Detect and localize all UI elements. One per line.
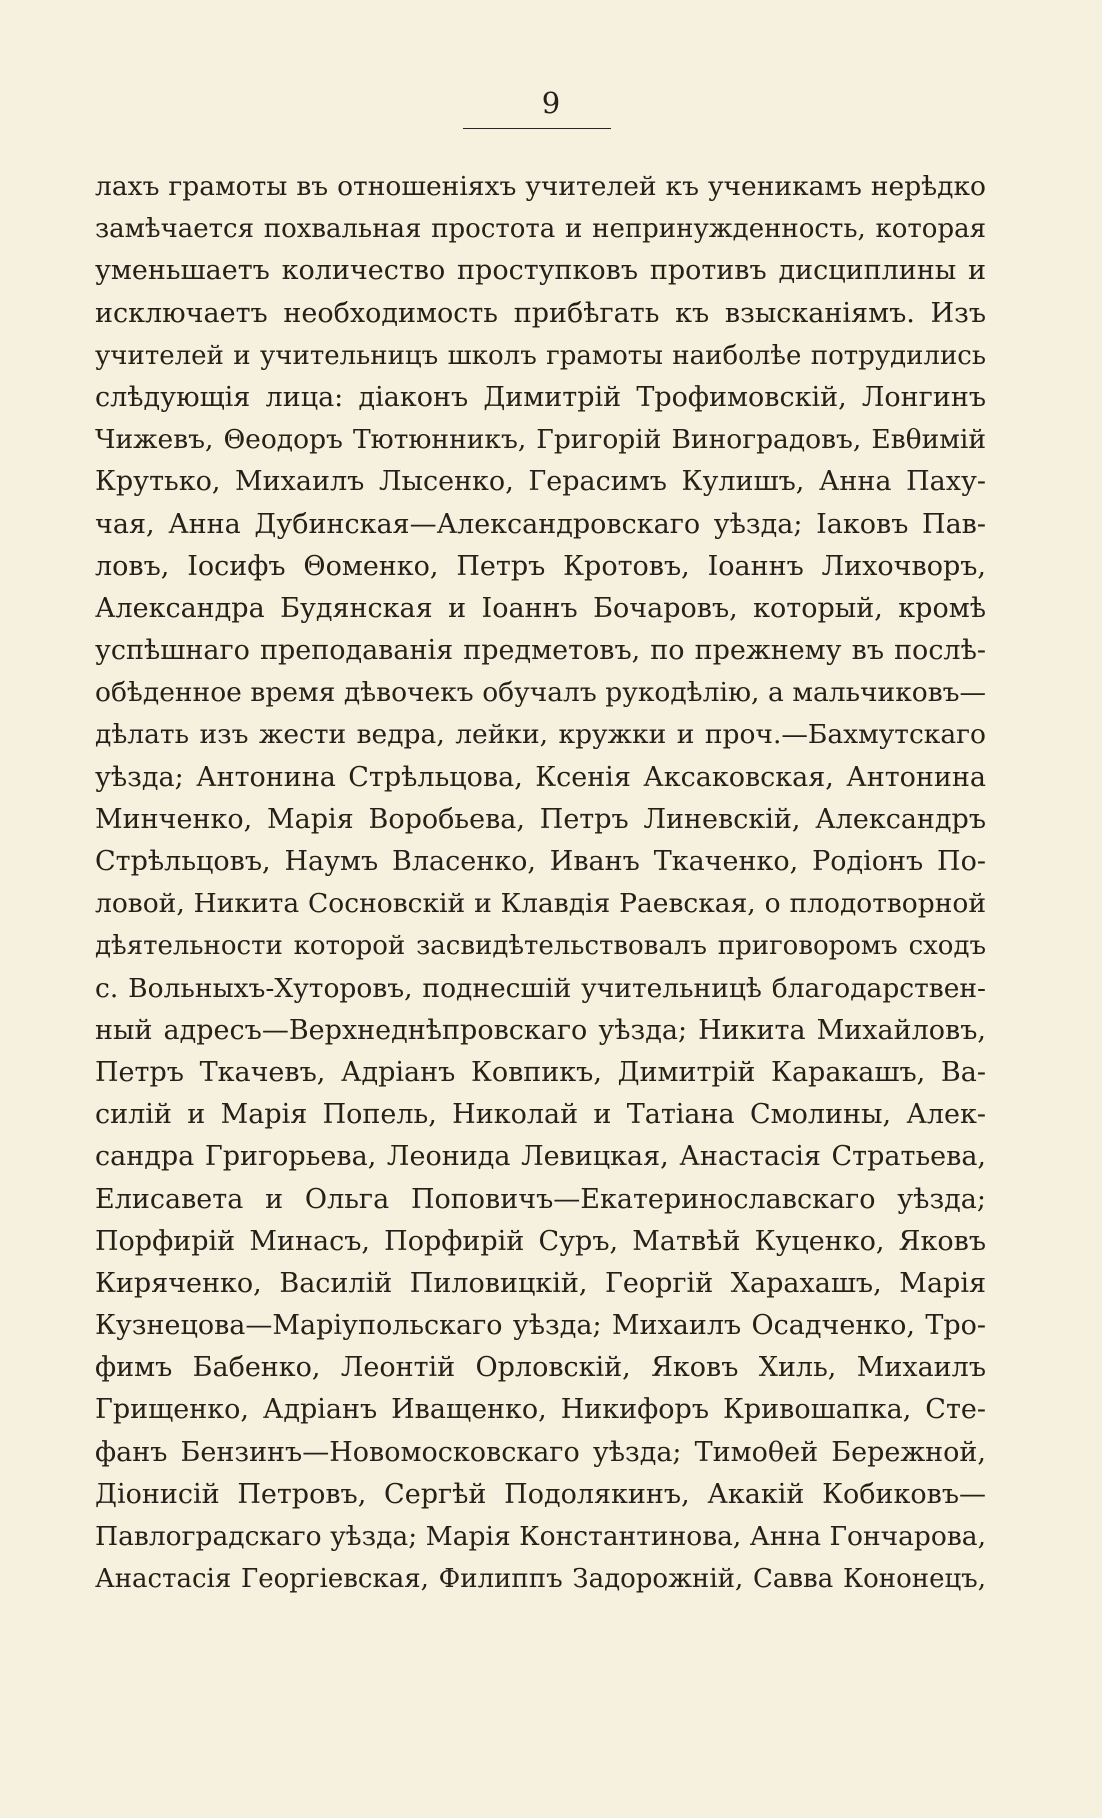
text-line: Киряченко, Василій Пиловицкій, Георгій Харахашъ, Марія [95, 1267, 986, 1299]
text-line: Грищенко, Адріанъ Иващенко, Никифоръ Кривошапка, Сте- [95, 1394, 986, 1426]
text-line: Павлоградскаго уѣзда; Марія Константинова, Анна Гончарова, [95, 1521, 986, 1552]
text-line: Александра Будянская и Іоаннъ Бочаровъ, который, кромѣ [95, 592, 986, 624]
text-line: Минченко, Марія Воробьева, Петръ Линевскій, Александръ [95, 803, 986, 835]
text-line: учителей и учительницъ школъ грамоты наиболѣе потрудились [95, 340, 986, 371]
text-line: фимъ Бабенко, Леонтій Орловскій, Яковъ Хиль, Михаилъ [95, 1352, 986, 1384]
text-line: уменьшаетъ количество проступковъ противъ дисциплины и [95, 255, 986, 287]
text-line: с. Вольныхъ-Хуторовъ, поднесшій учительницѣ благодарствен- [95, 972, 986, 1004]
text-line: замѣчается похвальная простота и непринужденность, которая [95, 214, 986, 245]
text-line: Петръ Ткачевъ, Адріанъ Ковпикъ, Димитрій Каракашъ, Ва- [95, 1056, 986, 1088]
text-line: Чижевъ, Θеодоръ Тютюнникъ, Григорій Виноградовъ, Евθимій [95, 424, 986, 456]
text-line: Кузнецова—Маріупольскаго уѣзда; Михаилъ Осадченко, Тро- [95, 1310, 986, 1342]
text-line: Порфирій Минасъ, Порфирій Суръ, Матвѣй Куценко, Яковъ [95, 1225, 986, 1257]
text-line: обѣденное время дѣвочекъ обучалъ рукодѣлію, а мальчиковъ— [95, 677, 986, 709]
text-line: дѣятельности которой засвидѣтельствовалъ приговоромъ сходъ [95, 931, 986, 962]
text-line: Елисавета и Ольга Поповичъ—Екатеринославскаго уѣзда; [95, 1183, 986, 1215]
text-line: исключаетъ необходимость прибѣгать къ взысканіямъ. Изъ [95, 297, 986, 329]
text-line: слѣдующія лица: діаконъ Димитрій Трофимовскій, Лонгинъ [95, 381, 986, 413]
text-line: сандра Григорьева, Леонида Левицкая, Анастасія Стратьева, [95, 1141, 986, 1173]
text-line: успѣшнаго преподаванія предметовъ, по прежнему въ послѣ- [95, 635, 986, 667]
text-line: ловъ, Іосифъ Θоменко, Петръ Кротовъ, Іоаннъ Лихочворъ, [95, 550, 986, 582]
text-line: ный адресъ—Верхнеднѣпровскаго уѣзда; Никита Михайловъ, [95, 1014, 986, 1046]
text-line: фанъ Бензинъ—Новомосковскаго уѣзда; Тимоθей Бережной, [95, 1436, 986, 1468]
page-number: 9 [541, 86, 561, 120]
text-line: силій и Марія Попель, Николай и Татіана Смолины, Алек- [95, 1099, 986, 1131]
text-line: ловой, Никита Сосновскій и Клавдія Раевская, о плодотворной [95, 888, 986, 920]
text-line: Анастасія Георгіевская, Филиппъ Задорожній, Савва Кононецъ, [95, 1564, 986, 1595]
text-line: Крутько, Михаилъ Лысенко, Герасимъ Кулишъ, Анна Паху- [95, 466, 986, 498]
text-line: уѣзда; Антонина Стрѣльцова, Ксенія Аксаковская, Антонина [95, 761, 986, 793]
text-line: дѣлать изъ жести ведра, лейки, кружки и проч.—Бахмутскаго [95, 719, 986, 751]
header-rule [463, 128, 611, 129]
text-line: Стрѣльцовъ, Наумъ Власенко, Иванъ Ткаченко, Родіонъ По- [95, 846, 986, 877]
text-line: лахъ грамоты въ отношеніяхъ учителей къ ученикамъ нерѣдко [95, 171, 986, 202]
body-text [95, 166, 986, 1600]
text-line: Діонисій Петровъ, Сергѣй Подолякинъ, Акакій Кобиковъ— [95, 1478, 986, 1510]
text-line: чая, Анна Дубинская—Александровскаго уѣзда; Іаковъ Пав- [95, 508, 986, 540]
